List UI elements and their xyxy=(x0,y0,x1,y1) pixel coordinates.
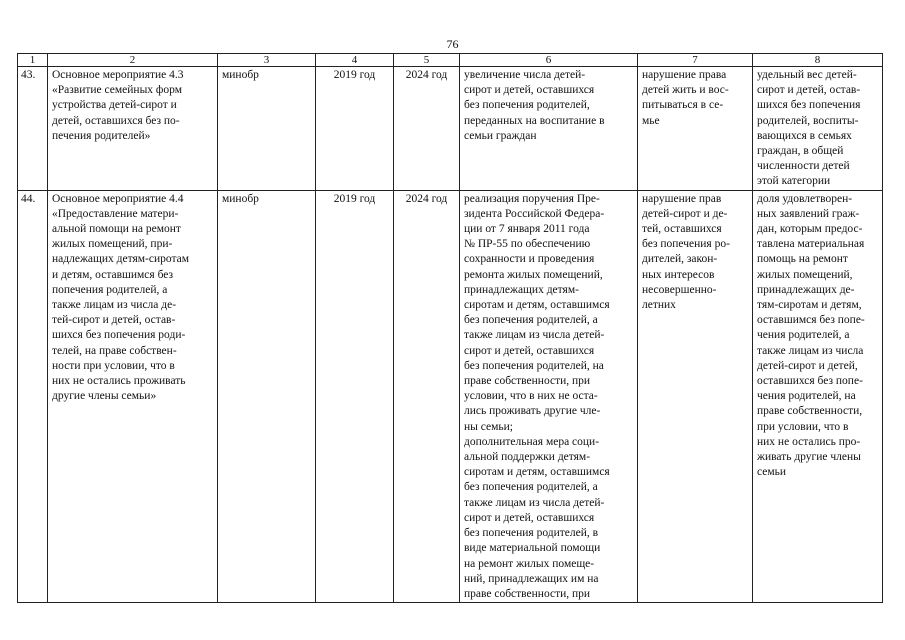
start-year: 2019 год xyxy=(316,190,394,602)
indicator: удельный вес детей- сирот и детей, остав- шихся без попечения родителей, воспиты- вающихся в семьях граждан, в общей численности детей этой категории xyxy=(753,67,883,191)
table-row xyxy=(18,190,883,602)
table-row xyxy=(18,67,883,191)
column-header: 5 xyxy=(394,54,460,67)
column-header: 2 xyxy=(48,54,218,67)
column-header: 8 xyxy=(753,54,883,67)
measure-name: Основное мероприятие 4.3 «Развитие семейных форм устройства детей-сирот и детей, оставшихся без по- печения родителей» xyxy=(48,67,218,191)
consequences: нарушение прав детей-сирот и де- тей, оставшихся без попечения ро- дителей, закон- ных интересов несовершенно- летних xyxy=(638,190,753,602)
indicator: доля удовлетворен- ных заявлений граж- дан, которым предос- тавлена материальная помощь на ремонт жилых помещений, принадлежащих де- тям-сиротам и детям, оставшимся без попе- чения родителей, а также лицам из числа детей-сирот и детей, оставшихся без попе- чения родителей, на праве собственности, при условии, что в них не остались про- живать другие члены семьи xyxy=(753,190,883,602)
program-table xyxy=(17,53,883,603)
row-number: 43. xyxy=(18,67,48,191)
measure-name: Основное мероприятие 4.4 «Предоставление матери- альной помощи на ремонт жилых помещений, при- надлежащих детям-сиротам и детям, оставшимся без попечения родителей, а также лицам из числа де- тей-сирот и детей, остав- шихся без попечения роди- телей, на праве собствен- ности при условии, что в них не остались проживать другие члены семьи» xyxy=(48,190,218,602)
end-year: 2024 год xyxy=(394,67,460,191)
start-year: 2019 год xyxy=(316,67,394,191)
column-header: 6 xyxy=(460,54,638,67)
end-year: 2024 год xyxy=(394,190,460,602)
column-header: 1 xyxy=(18,54,48,67)
page-number: 76 xyxy=(446,37,459,51)
column-header: 3 xyxy=(218,54,316,67)
row-number: 44. xyxy=(18,190,48,602)
executor: минобр xyxy=(218,190,316,602)
column-number-row xyxy=(18,54,883,67)
consequences: нарушение права детей жить и вос- питываться в се- мье xyxy=(638,67,753,191)
executor: минобр xyxy=(218,67,316,191)
column-header: 7 xyxy=(638,54,753,67)
column-header: 4 xyxy=(316,54,394,67)
expected-result: реализация поручения Пре- зидента Российской Федера- ции от 7 января 2011 года № ПР-55 по обеспечению сохранности и проведения ремонта жилых помещений, принадлежащих детям- сиротам и детям, оставшимся без попечения родителей, а также лицам из числа детей- сирот и детей, оставшихся без попечения родителей, на праве собственности, при условии, что в них не оста- лись проживать другие чле- ны семьи; дополнительная мера соци- альной поддержки детям- сиротам и детям, оставшимся без попечения родителей, а также лицам из числа детей- сирот и детей, оставшихся без попечения родителей, в виде материальной помощи на ремонт жилых помеще- ний, принадлежащих им на праве собственности, при xyxy=(460,190,638,602)
expected-result: увеличение числа детей- сирот и детей, оставшихся без попечения родителей, переданных на воспитание в семьи граждан xyxy=(460,67,638,191)
